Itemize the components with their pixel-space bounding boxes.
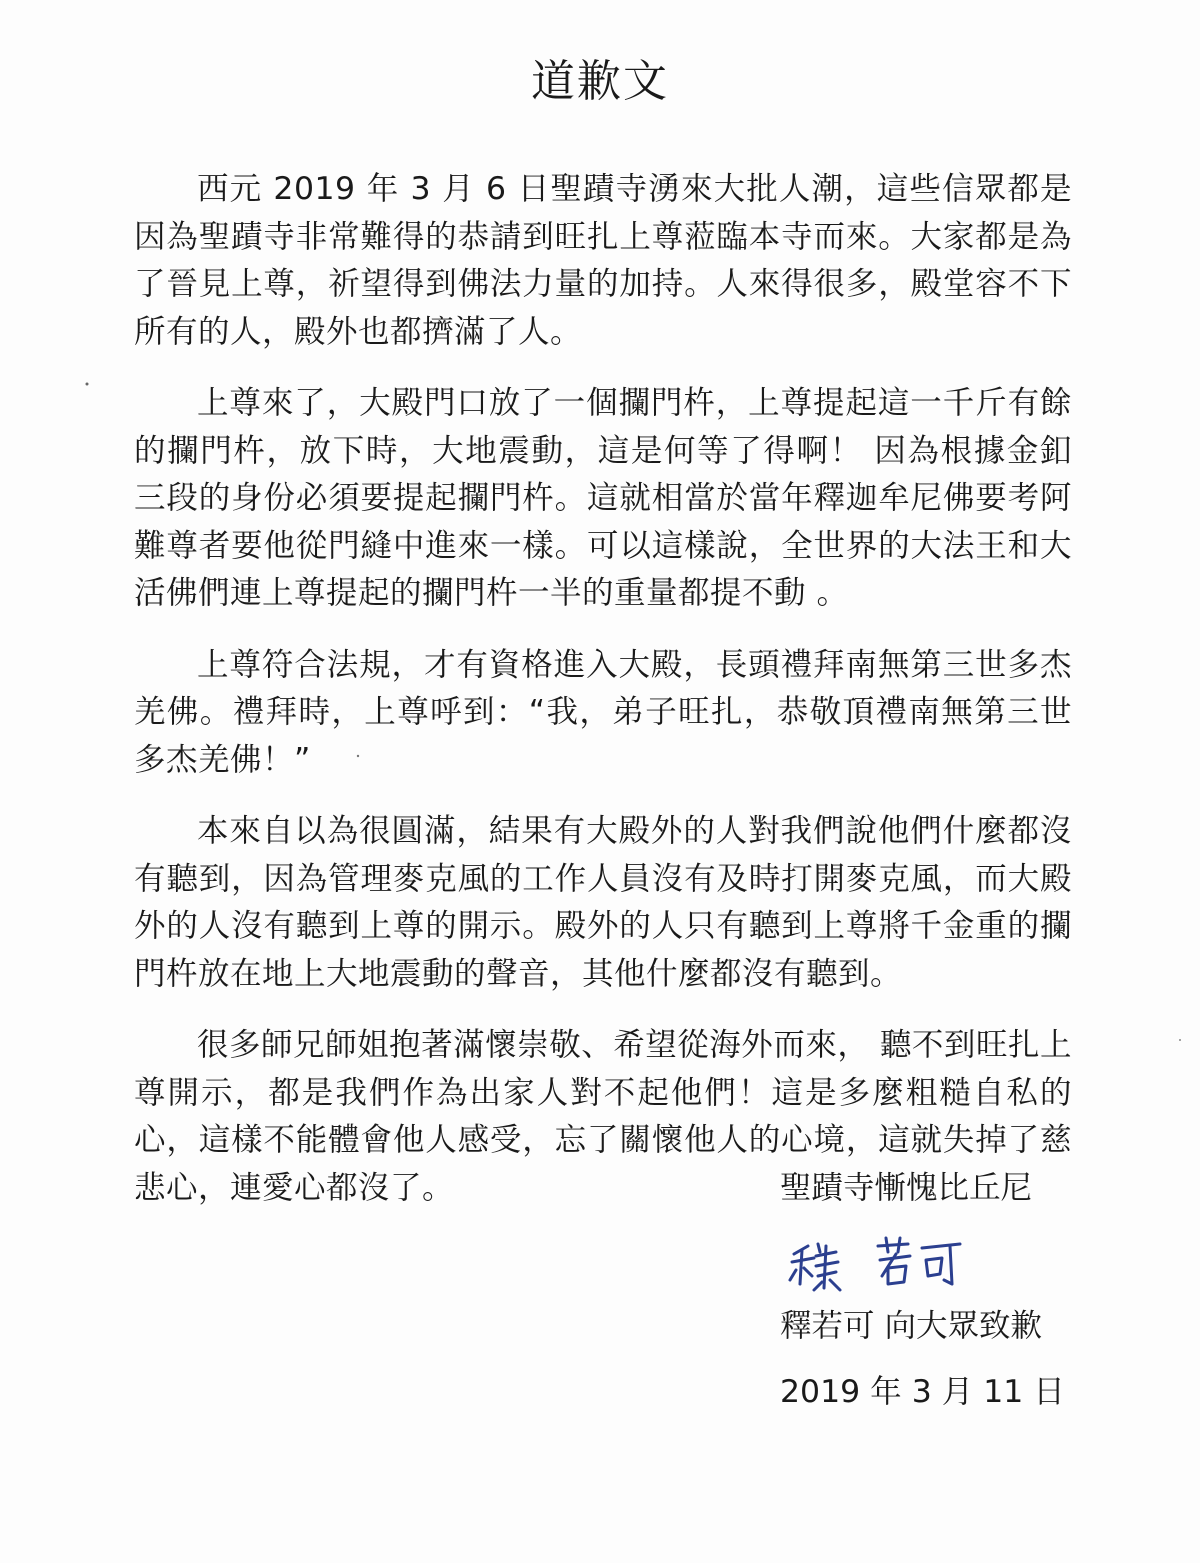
- document-body: [134, 166, 1072, 1236]
- paragraph-2: 上尊來了，大殿門口放了一個攔門杵，上尊提起這一千斤有餘的攔門杵，放下時，大地震動，這是何等了得啊！ 因為根據金釦三段的身份必須要提起攔門杵。這就相當於當年釋迦牟尼佛要考阿難尊者要他從門縫中進來一樣。可以這樣說，全世界的大法王和大活佛們連上尊提起的攔門杵一半的重量都提不動 。: [134, 385, 1072, 611]
- signature-block: [780, 1166, 1140, 1414]
- signature-date: 2019 年 3 月 11 日: [780, 1374, 1065, 1410]
- signature-name-line: 釋若可 向大眾致歉: [780, 1308, 1043, 1344]
- handwritten-signature: [786, 1232, 986, 1296]
- signature-organization: 聖蹟寺慚愧比丘尼: [780, 1170, 1033, 1206]
- paragraph-1: 西元 2019 年 3 月 6 日聖蹟寺湧來大批人潮，這些信眾都是因為聖蹟寺非常難得的恭請到旺扎上尊蒞臨本寺而來。大家都是為了晉見上尊，祈望得到佛法力量的加持。人來得很多，殿堂容不下所有的人，殿外也都擠滿了人。: [134, 171, 1072, 350]
- paragraph-5: 很多師兄師姐抱著滿懷崇敬、希望從海外而來， 聽不到旺扎上尊開示，都是我們作為出家人對不起他們！這是多麼粗糙自私的心，這樣不能體會他人感受，忘了關懷他人的心境，這就失掉了慈悲心，連愛心都沒了。: [134, 1027, 1072, 1206]
- paragraph-3: 上尊符合法規，才有資格進入大殿，長頭禮拜南無第三世多杰羌佛。禮拜時，上尊呼到：“我，弟子旺扎，恭敬頂禮南無第三世多杰羌佛！”: [134, 646, 1072, 778]
- paragraph-4: 本來自以為很圓滿，結果有大殿外的人對我們說他們什麼都沒有聽到，因為管理麥克風的工作人員沒有及時打開麥克風，而大殿外的人沒有聽到上尊的開示。殿外的人只有聽到上尊將千金重的攔門杵放在地上大地震動的聲音，其他什麼都沒有聽到。: [134, 813, 1072, 992]
- document-title: 道歉文: [531, 56, 669, 107]
